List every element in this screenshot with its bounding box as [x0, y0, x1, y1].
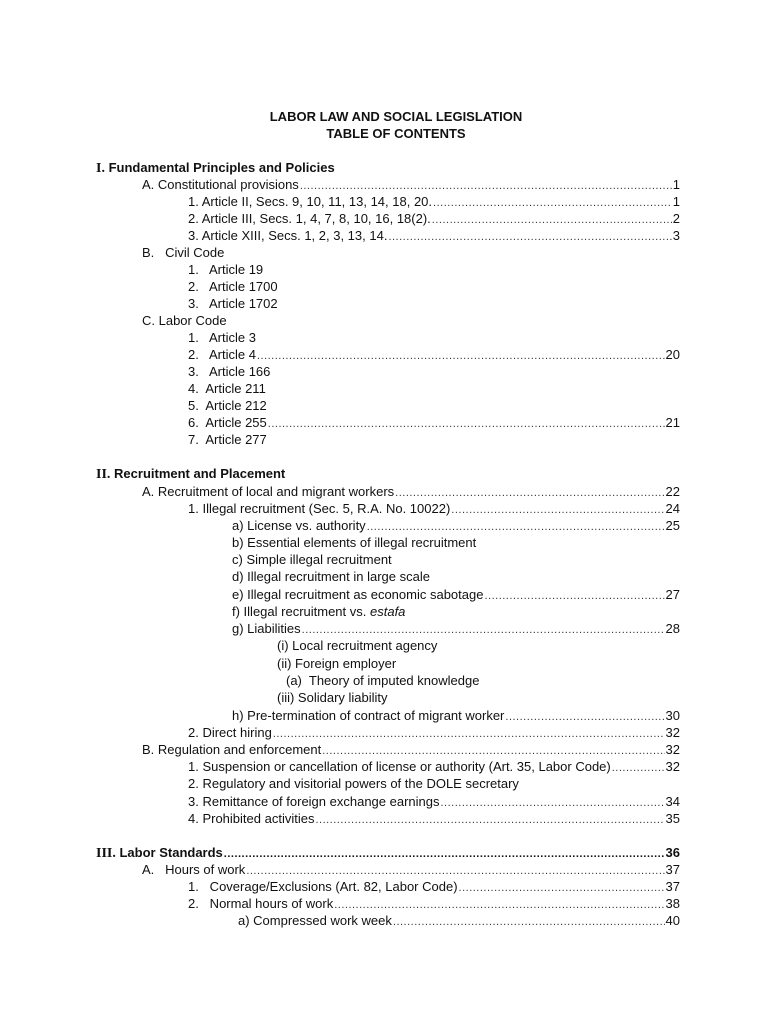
toc-entry[interactable]: [0, 810, 680, 827]
toc-entry[interactable]: [0, 620, 680, 637]
entry-text: 1. Illegal recruitment (Sec. 5, R.A. No. 10022): [188, 501, 451, 516]
dot-leader: [315, 812, 664, 829]
entry-text: 2. Article 1700: [188, 279, 278, 294]
page-number: 24: [665, 501, 680, 516]
page-number: 37: [665, 879, 680, 894]
page-number: 34: [665, 794, 680, 809]
page-number: 32: [665, 759, 680, 774]
toc-entry[interactable]: [0, 517, 680, 534]
toc-entry[interactable]: [0, 707, 680, 724]
entry-text: 1. Article 3: [188, 330, 256, 345]
page-number: 20: [665, 347, 680, 362]
toc-section-heading[interactable]: [0, 844, 680, 861]
document-title: LABOR LAW AND SOCIAL LEGISLATION: [269, 109, 523, 124]
toc-entry[interactable]: [0, 295, 680, 312]
toc-entry[interactable]: [0, 655, 680, 672]
page-number: 2: [672, 211, 680, 226]
toc-entry[interactable]: [0, 363, 680, 380]
toc-entry[interactable]: [0, 895, 680, 912]
entry-text: e) Illegal recruitment as economic sabotage: [232, 587, 484, 602]
toc-entry[interactable]: [0, 568, 680, 585]
page-number: 32: [665, 742, 680, 757]
page-number: 40: [665, 913, 680, 928]
page-number: 25: [665, 518, 680, 533]
entry-text: A. Hours of work: [142, 862, 246, 877]
page-number: 32: [665, 725, 680, 740]
toc-entry[interactable]: [0, 500, 680, 517]
page-number: 38: [665, 896, 680, 911]
entry-text: 5. Article 212: [188, 398, 267, 413]
toc-entry[interactable]: [0, 741, 680, 758]
toc-entry[interactable]: [0, 758, 680, 775]
page-number: 37: [665, 862, 680, 877]
toc-entry[interactable]: [0, 483, 680, 500]
section-title: Labor Standards: [119, 845, 223, 860]
entry-text: b) Essential elements of illegal recruitment: [232, 535, 477, 550]
page-number: 21: [665, 415, 680, 430]
toc-entry[interactable]: [0, 586, 680, 603]
entry-text-italic: estafa: [370, 604, 406, 619]
entry-text: a) Compressed work week: [238, 913, 392, 928]
toc-section-heading[interactable]: [0, 465, 680, 482]
dot-leader: [393, 914, 665, 931]
toc-entry[interactable]: [0, 603, 680, 620]
entry-text: A. Constitutional provisions: [142, 177, 299, 192]
toc-entry[interactable]: [0, 397, 680, 414]
toc-entry[interactable]: [0, 278, 680, 295]
entry-text: 3. Article 1702: [188, 296, 278, 311]
toc-entry[interactable]: [0, 775, 680, 792]
page-number: 35: [665, 811, 680, 826]
entry-text: (ii) Foreign employer: [277, 656, 397, 671]
entry-text: 1. Coverage/Exclusions (Art. 82, Labor Code): [188, 879, 458, 894]
entry-text: 2. Article 4: [188, 347, 256, 362]
toc-entry[interactable]: [0, 637, 680, 654]
toc-entry[interactable]: [0, 414, 680, 431]
page-number: 3: [672, 228, 680, 243]
entry-text: 2. Regulatory and visitorial powers of the DOLE secretary: [188, 776, 519, 791]
toc-entry[interactable]: [0, 193, 680, 210]
toc-entry[interactable]: [0, 346, 680, 363]
toc-entry[interactable]: [0, 244, 680, 261]
entry-text: 1. Article II, Secs. 9, 10, 11, 13, 14, 18, 20.: [188, 194, 433, 209]
entry-text: C. Labor Code: [142, 313, 227, 328]
page-number: 22: [665, 484, 680, 499]
entry-text: (iii) Solidary liability: [277, 690, 388, 705]
entry-text: 2. Article III, Secs. 1, 4, 7, 8, 10, 16, 18(2).: [188, 211, 431, 226]
toc-entry[interactable]: [0, 176, 680, 193]
entry-text: 3. Article XIII, Secs. 1, 2, 3, 13, 14.: [188, 228, 388, 243]
entry-text: 4. Prohibited activities: [188, 811, 315, 826]
toc-entry[interactable]: [0, 210, 680, 227]
section-title: Fundamental Principles and Policies: [108, 160, 335, 175]
toc-section-heading[interactable]: [0, 159, 680, 176]
toc-entry[interactable]: [0, 551, 680, 568]
entry-text: 6. Article 255: [188, 415, 267, 430]
toc-entry[interactable]: [0, 227, 680, 244]
entry-text: 1. Article 19: [188, 262, 264, 277]
entry-text: B. Civil Code: [142, 245, 225, 260]
entry-text: (i) Local recruitment agency: [277, 638, 438, 653]
entry-text: B. Regulation and enforcement: [142, 742, 322, 757]
page-number: 30: [665, 708, 680, 723]
page-number: 1: [672, 177, 680, 192]
entry-text: A. Recruitment of local and migrant workers: [142, 484, 395, 499]
section-number: III.: [96, 846, 116, 861]
toc-entry[interactable]: [0, 261, 680, 278]
entry-text: 7. Article 277: [188, 432, 267, 447]
entry-text: c) Simple illegal recruitment: [232, 552, 392, 567]
toc-entry[interactable]: [0, 672, 680, 689]
toc-entry[interactable]: [0, 431, 680, 448]
toc-entry[interactable]: [0, 793, 680, 810]
toc-entry[interactable]: [0, 861, 680, 878]
toc-entry[interactable]: [0, 534, 680, 551]
toc-entry[interactable]: [0, 329, 680, 346]
toc-entry[interactable]: [0, 380, 680, 397]
entry-text: 2. Normal hours of work: [188, 896, 334, 911]
entry-text: f) Illegal recruitment vs.: [232, 604, 370, 619]
entry-text: g) Liabilities: [232, 621, 301, 636]
page-number: 28: [665, 621, 680, 636]
entry-text: 2. Direct hiring: [188, 725, 272, 740]
entry-text: 3. Remittance of foreign exchange earnings: [188, 794, 440, 809]
entry-text: h) Pre-termination of contract of migrant worker: [232, 708, 505, 723]
page-number: 36: [665, 845, 680, 860]
toc-entry[interactable]: [0, 878, 680, 895]
section-title: Recruitment and Placement: [114, 466, 286, 481]
entry-text: 4. Article 211: [188, 381, 266, 396]
document-subtitle: TABLE OF CONTENTS: [326, 126, 466, 141]
entry-text: (a) Theory of imputed knowledge: [286, 673, 480, 688]
toc-entry[interactable]: [0, 912, 680, 929]
entry-text: 1. Suspension or cancellation of license or authority (Art. 35, Labor Code): [188, 759, 611, 774]
toc-entry[interactable]: [0, 689, 680, 706]
section-number: II.: [96, 467, 111, 482]
toc-entry[interactable]: [0, 724, 680, 741]
page-number: 27: [665, 587, 680, 602]
entry-text: d) Illegal recruitment in large scale: [232, 569, 430, 584]
page-number: 1: [672, 194, 680, 209]
section-number: I.: [96, 161, 105, 176]
entry-text: 3. Article 166: [188, 364, 271, 379]
toc-entry[interactable]: [0, 312, 680, 329]
entry-text: a) License vs. authority: [232, 518, 366, 533]
